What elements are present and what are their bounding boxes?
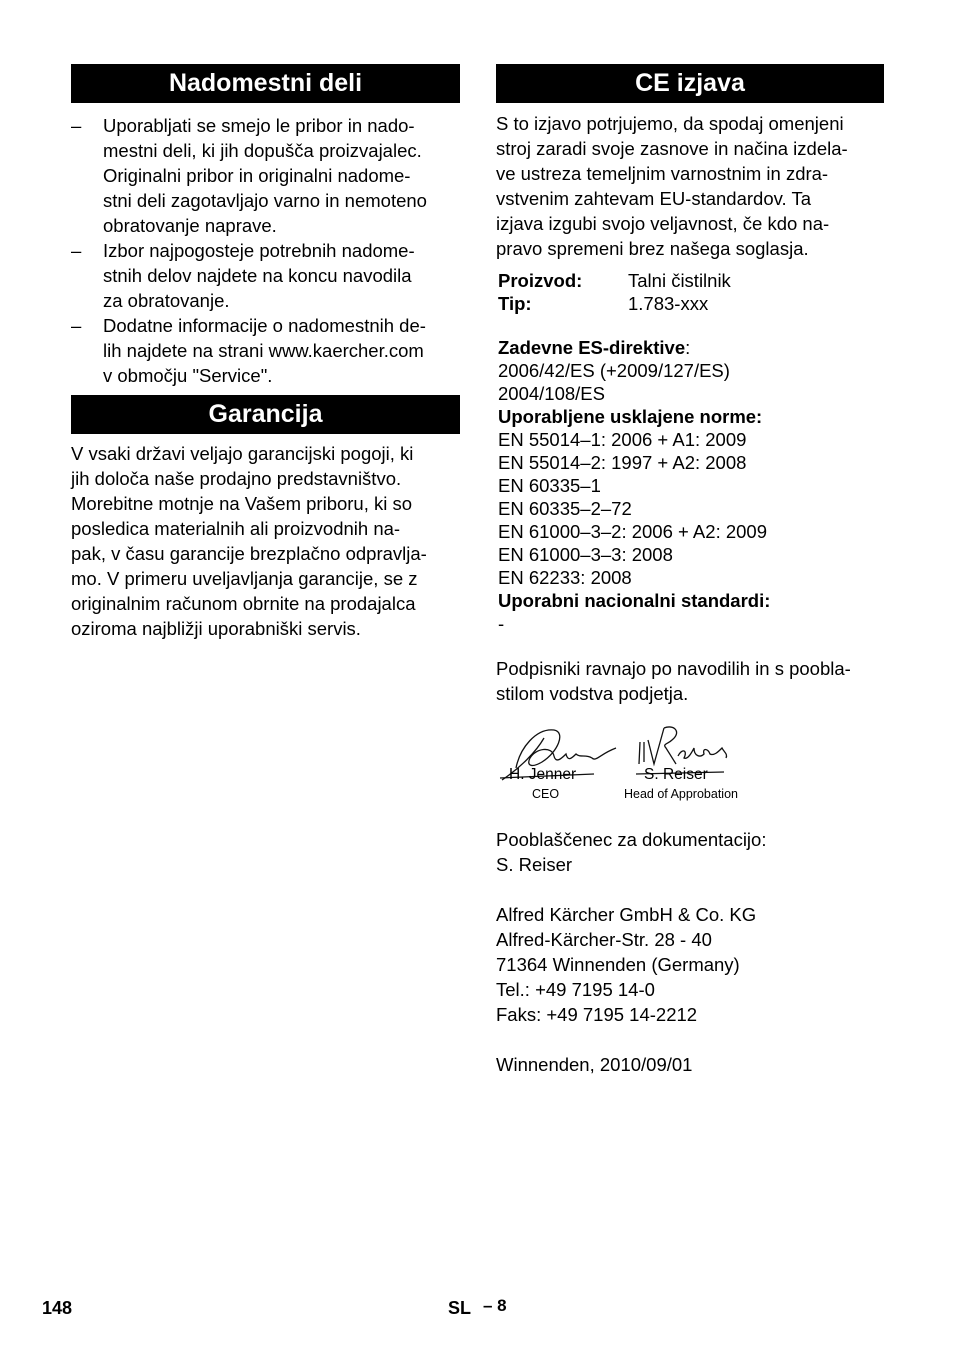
list-line: stnih delov najdete na koncu navodila (103, 265, 412, 286)
language-code: SL (448, 1298, 472, 1318)
list-line: lih najdete na strani www.kaercher.com (103, 340, 424, 361)
national-label: Uporabni nacionalni standardi: (498, 590, 771, 611)
norm-line: EN 60335–2–72 (498, 498, 632, 519)
list-item (71, 313, 460, 388)
signatories-text (496, 656, 884, 706)
left-column (71, 64, 460, 641)
signatures (496, 718, 884, 813)
text-line: pak, v času garancije brezplačno odpravlja- (71, 543, 427, 564)
company-address (496, 902, 884, 1027)
list-line: Izbor najpogosteje potrebnih nadome- (103, 240, 415, 261)
documentation-text (496, 827, 884, 877)
type-row (498, 292, 884, 315)
right-column (496, 64, 884, 1077)
list-line: obratovanje naprave. (103, 215, 277, 236)
address-line: Alfred-Kärcher-Str. 28 - 40 (496, 929, 712, 950)
ce-heading: CE izjava (496, 64, 884, 103)
text-line: originalnim računom obrnite na prodajalca (71, 593, 416, 614)
product-row (498, 269, 884, 292)
dash-bullet: – (71, 240, 82, 261)
national-value: - (498, 613, 505, 634)
dash-bullet: – (71, 115, 82, 136)
norm-line: EN 55014–1: 2006 + A1: 2009 (498, 429, 747, 450)
text-line: jih določa naše prodajno predstavništvo. (71, 468, 402, 489)
list-item (71, 113, 460, 238)
section-page: – 8 (483, 1296, 507, 1315)
text-line: mo. V primeru uveljavljanja garancije, se z (71, 568, 418, 589)
norm-line: EN 62233: 2008 (498, 567, 632, 588)
product-info (496, 269, 884, 315)
text-line: V vsaki državi veljajo garancijski pogoji, ki (71, 443, 414, 464)
signer2-name: S. Reiser (644, 766, 708, 783)
warranty-heading: Garancija (71, 395, 460, 434)
text-line: S to izjavo potrjujemo, da spodaj omenjeni (496, 113, 844, 134)
text-line: vstvenim zahtevam EU-standardov. Ta (496, 188, 811, 209)
type-value: 1.783-xxx (628, 293, 709, 314)
text-line: izjava izgubi svojo veljavnost, če kdo na- (496, 213, 830, 234)
norm-line: EN 61000–3–2: 2006 + A2: 2009 (498, 521, 767, 542)
list-item (71, 238, 460, 313)
directives-heading (498, 336, 884, 359)
text-line: stroj zaradi svoje zasnove in načina izdela- (496, 138, 848, 159)
list-line: stni deli zagotavljajo varno in nemoteno (103, 190, 427, 211)
directives-label: Zadevne ES-direktive (498, 337, 686, 358)
place-date: Winnenden, 2010/09/01 (496, 1054, 693, 1075)
norm-line: EN 61000–3–3: 2008 (498, 544, 673, 565)
list-line: v območju "Service". (103, 365, 273, 386)
norm-line: EN 55014–2: 1997 + A2: 2008 (498, 452, 747, 473)
product-label: Proizvod: (498, 270, 583, 291)
address-line: Faks: +49 7195 14-2212 (496, 1004, 698, 1025)
dash-bullet: – (71, 315, 82, 336)
product-value: Talni čistilnik (628, 270, 731, 291)
spare-parts-heading: Nadomestni deli (71, 64, 460, 103)
address-line: 71364 Winnenden (Germany) (496, 954, 740, 975)
list-line: Originalni pribor in originalni nadome- (103, 165, 411, 186)
type-label: Tip: (498, 293, 532, 314)
directive-line: 2006/42/ES (+2009/127/ES) (498, 360, 730, 381)
list-line: Uporabljati se smejo le pribor in nado- (103, 115, 415, 136)
text-line: Podpisniki ravnajo po navodilih in s poobla- (496, 658, 851, 679)
norms-label: Uporabljene usklajene norme: (498, 406, 763, 427)
spare-parts-list (71, 113, 460, 388)
text-line: Morebitne motnje na Vašem priboru, ki so (71, 493, 413, 514)
ce-intro (496, 111, 884, 261)
warranty-text (71, 441, 460, 641)
text-line: pravo spremeni brez našega soglasja. (496, 238, 809, 259)
text-line: stilom vodstva podjetja. (496, 683, 689, 704)
text-line: posledica materialnih ali proizvodnih na- (71, 518, 401, 539)
signer1-role: CEO (532, 787, 560, 801)
text-line: S. Reiser (496, 854, 573, 875)
list-line: Dodatne informacije o nadomestnih de- (103, 315, 426, 336)
text-line: ve ustreza temeljnim varnostnim in zdra- (496, 163, 829, 184)
signer2-role: Head of Approbation (624, 787, 738, 801)
directives-colon: : (685, 337, 691, 358)
norm-line: EN 60335–1 (498, 475, 601, 496)
page-number: 148 (42, 1298, 73, 1318)
list-line: za obratovanje. (103, 290, 230, 311)
list-line: mestni deli, ki jih dopušča proizvajalec. (103, 140, 422, 161)
signer1-name: H. Jenner (509, 766, 577, 783)
address-line: Alfred Kärcher GmbH & Co. KG (496, 904, 757, 925)
address-line: Tel.: +49 7195 14-0 (496, 979, 655, 1000)
text-line: oziroma najbližji uporabniški servis. (71, 618, 361, 639)
directive-line: 2004/108/ES (498, 383, 605, 404)
text-line: Pooblaščenec za dokumentacijo: (496, 829, 767, 850)
standards-block (496, 336, 884, 635)
